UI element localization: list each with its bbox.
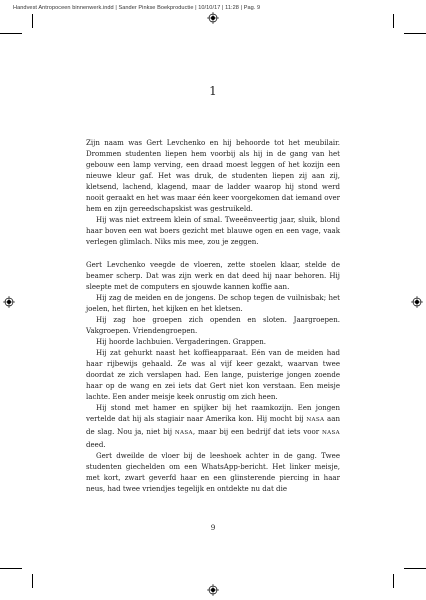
page-number: 9 bbox=[210, 523, 216, 532]
paragraph-text: aan de slag. Nou ja, niet bij bbox=[86, 414, 340, 437]
slug-page: Pag. 9 bbox=[243, 5, 261, 11]
slug-date: 10/10/17 bbox=[198, 5, 221, 11]
crop-mark bbox=[32, 574, 33, 588]
crop-mark bbox=[0, 33, 22, 34]
slug-separator: | bbox=[195, 5, 197, 11]
body-text bbox=[86, 137, 340, 495]
slug-separator: | bbox=[222, 5, 224, 11]
registration-mark-icon bbox=[207, 12, 219, 24]
paragraph: Hij was niet extreem klein of smal. Tweeënveertig jaar, sluik, blond haar boven een wat boers gezicht met blauwe ogen en een vage, vaak verlegen glimlach. Niks mis mee, zou je zeggen. bbox=[86, 215, 340, 247]
paragraph-text: deed. bbox=[86, 440, 106, 450]
paragraph: Hij hoorde lachbuien. Vergaderingen. Grappen. bbox=[96, 336, 266, 346]
paragraph: Gert Levchenko veegde de vloeren, zette stoelen klaar, stelde de beamer scherp. Dat was zijn werk en dat deed hij naar behoren. Hij sleepte met de computers en sjouwde kannen koffie aan. bbox=[86, 259, 340, 291]
crop-mark bbox=[404, 33, 426, 34]
paragraph-text: Hij stond met hamer en spijker bij het raamkozijn. Een jongen vertelde dat hij als stagiair naar Amerika kon. Hij mocht bij bbox=[86, 403, 340, 424]
print-slug-line bbox=[13, 5, 260, 11]
registration-mark-icon bbox=[411, 296, 423, 308]
paragraph-text: , maar bij een bedrijf dat iets voor bbox=[192, 427, 322, 437]
chapter-number: 1 bbox=[209, 84, 217, 98]
paragraph: Gert dweilde de vloer bij de leeshoek achter in de gang. Twee studenten giechelden om een WhatsApp-bericht. Het linker meisje, met kort, zwart geverfd haar en een glinsterende piercing in haar neus, had twee vriendjes tegelijk en ontdekte nu dat die bbox=[86, 451, 340, 494]
paragraph: Hij zag hoe groepen zich openden en sloten. Jaargroepen. Vakgroepen. Vriendengroepen. bbox=[86, 314, 340, 335]
paragraph: Hij zat gehurkt naast het koffieapparaat. Eén van de meiden had haar rijbewijs gehaald. Ze was al vijf keer gezakt, waarvan twee doordat ze zich verslapen had. Een lange, puisterige jongen zoende haar op de wang en zei iets dat Gert niet kon verstaan. Een meisje lachte. Een ander meisje keek onrustig om zich heen. bbox=[86, 347, 340, 402]
slug-file: Handvest Antropoceen binnenwerk.indd bbox=[13, 5, 114, 11]
paragraph: Zijn naam was Gert Levchenko en hij behoorde tot het meubilair. Drommen studenten liepen hem voorbij als hij in de gang van het gebouw een lamp verving, een draad moest leggen of het kozijn een nieuwe kleur gaf. Het was druk, de studenten liepen zij aan zij, kletsend, lachend, klagend, maar de ladder waarop hij stond werd nooit geraakt en het was maar één keer voorgekomen dat iemand over hem en zijn gereedschapskist was gestruikeld. bbox=[86, 138, 340, 214]
paragraph bbox=[86, 402, 340, 450]
crop-mark bbox=[393, 14, 394, 28]
small-caps-text: NASA bbox=[306, 417, 325, 424]
crop-mark bbox=[404, 568, 426, 569]
slug-separator: | bbox=[115, 5, 117, 11]
crop-mark bbox=[393, 574, 394, 588]
slug-separator: | bbox=[240, 5, 243, 11]
registration-mark-icon bbox=[3, 296, 15, 308]
small-caps-text: NASA bbox=[174, 430, 193, 437]
slug-company: Sander Pinkse Boekproductie bbox=[118, 5, 194, 11]
slug-time: 11:28 bbox=[225, 5, 239, 11]
registration-mark-icon bbox=[207, 584, 219, 596]
paragraph: Hij zag de meiden en de jongens. De schop tegen de vuilnisbak; het joelen, het flirten, het kijken en het kletsen. bbox=[86, 292, 340, 313]
small-caps-text: NASA bbox=[321, 430, 340, 437]
crop-mark bbox=[32, 14, 33, 28]
crop-mark bbox=[0, 568, 22, 569]
